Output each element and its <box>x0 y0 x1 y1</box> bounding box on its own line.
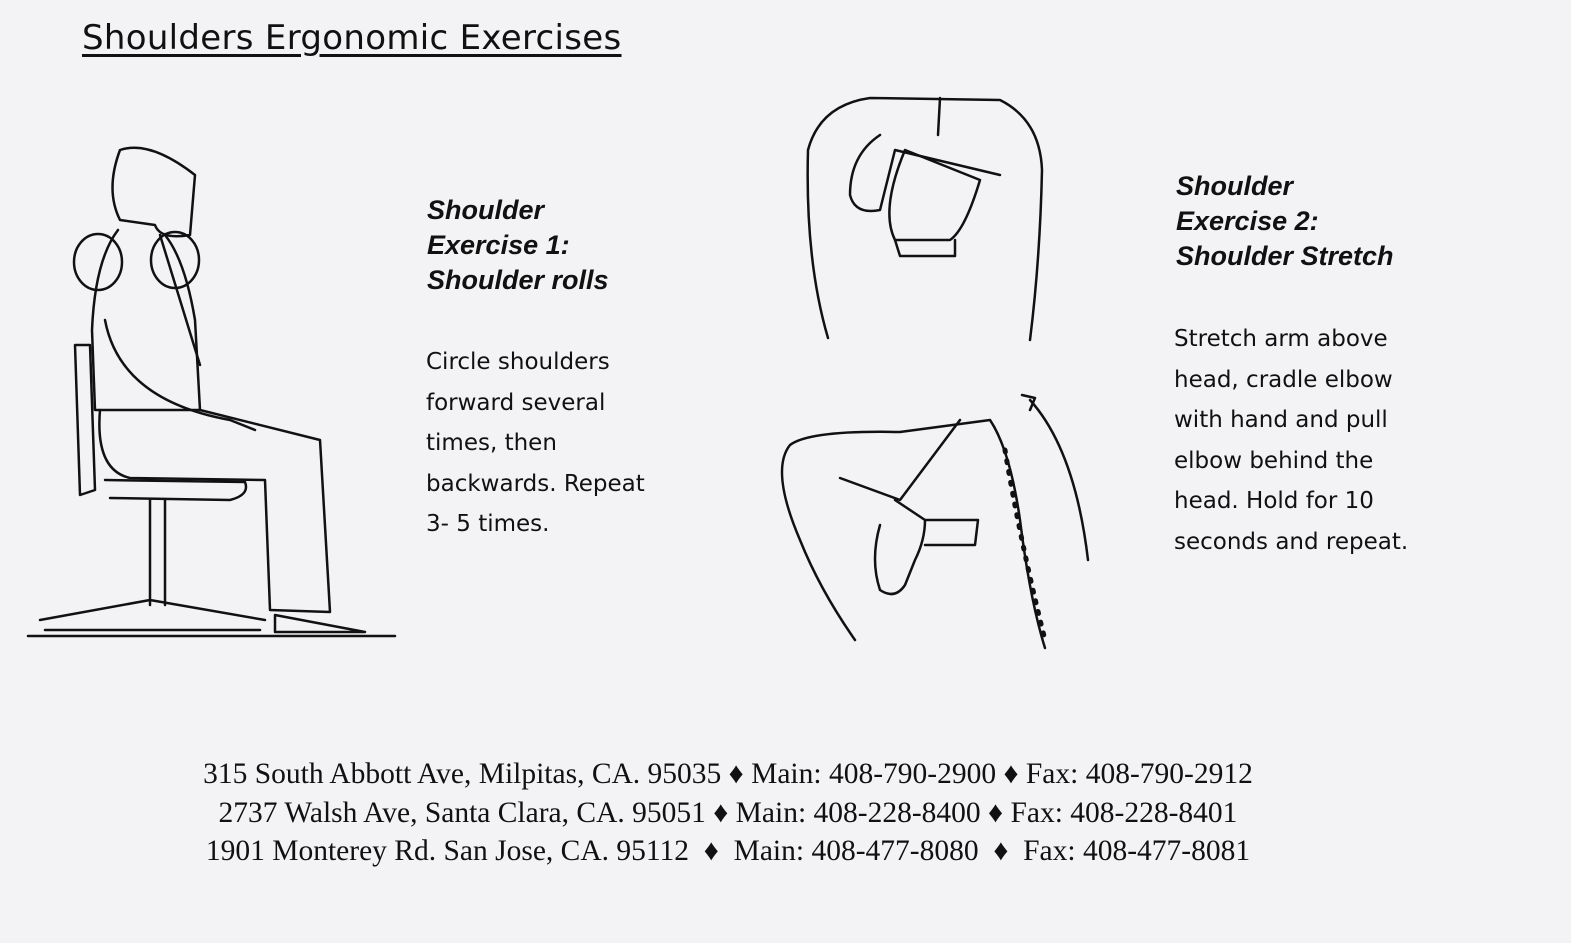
instruction-line: elbow behind the <box>1174 447 1374 474</box>
heading-line: Shoulder <box>1176 171 1294 201</box>
overhead-stretch-illustration <box>808 98 1042 340</box>
seated-person-illustration <box>28 148 395 636</box>
contact-footer <box>0 755 1456 871</box>
exercise1-heading <box>427 193 609 298</box>
page-title: Shoulders Ergonomic Exercises <box>82 18 622 58</box>
heading-line: Shoulder rolls <box>427 265 609 295</box>
instruction-line: times, then <box>426 430 557 456</box>
exercise1-instructions <box>426 342 645 545</box>
address-line: 315 South Abbott Ave, Milpitas, CA. 95035 ♦ Main: 408-790-2900 ♦ Fax: 408-790-2912 <box>203 758 1253 790</box>
instruction-line: forward several <box>426 389 606 416</box>
exercise2-heading <box>1176 169 1394 274</box>
instruction-line: Circle shoulders <box>426 349 610 375</box>
elbow-stretch-illustration <box>782 395 1088 648</box>
instruction-line: 3- 5 times. <box>426 511 550 537</box>
exercise2-instructions <box>1174 319 1408 562</box>
instruction-line: with hand and pull <box>1174 407 1388 433</box>
instruction-line: Stretch arm above <box>1174 326 1388 352</box>
address-line: 1901 Monterey Rd. San Jose, CA. 95112 ♦ Main: 408-477-8080 ♦ Fax: 408-477-8081 <box>205 835 1251 867</box>
heading-line: Exercise 1: <box>427 230 570 260</box>
heading-line: Exercise 2: <box>1176 206 1319 236</box>
instruction-line: head. Hold for 10 <box>1174 488 1374 514</box>
heading-line: Shoulder Stretch <box>1176 241 1394 271</box>
instruction-line: head, cradle elbow <box>1174 366 1393 393</box>
address-line: 2737 Walsh Ave, Santa Clara, CA. 95051 ♦ Main: 408-228-8400 ♦ Fax: 408-228-8401 <box>218 796 1238 829</box>
heading-line: Shoulder <box>427 195 545 225</box>
instruction-line: seconds and repeat. <box>1174 528 1409 555</box>
instruction-line: backwards. Repeat <box>426 470 645 497</box>
